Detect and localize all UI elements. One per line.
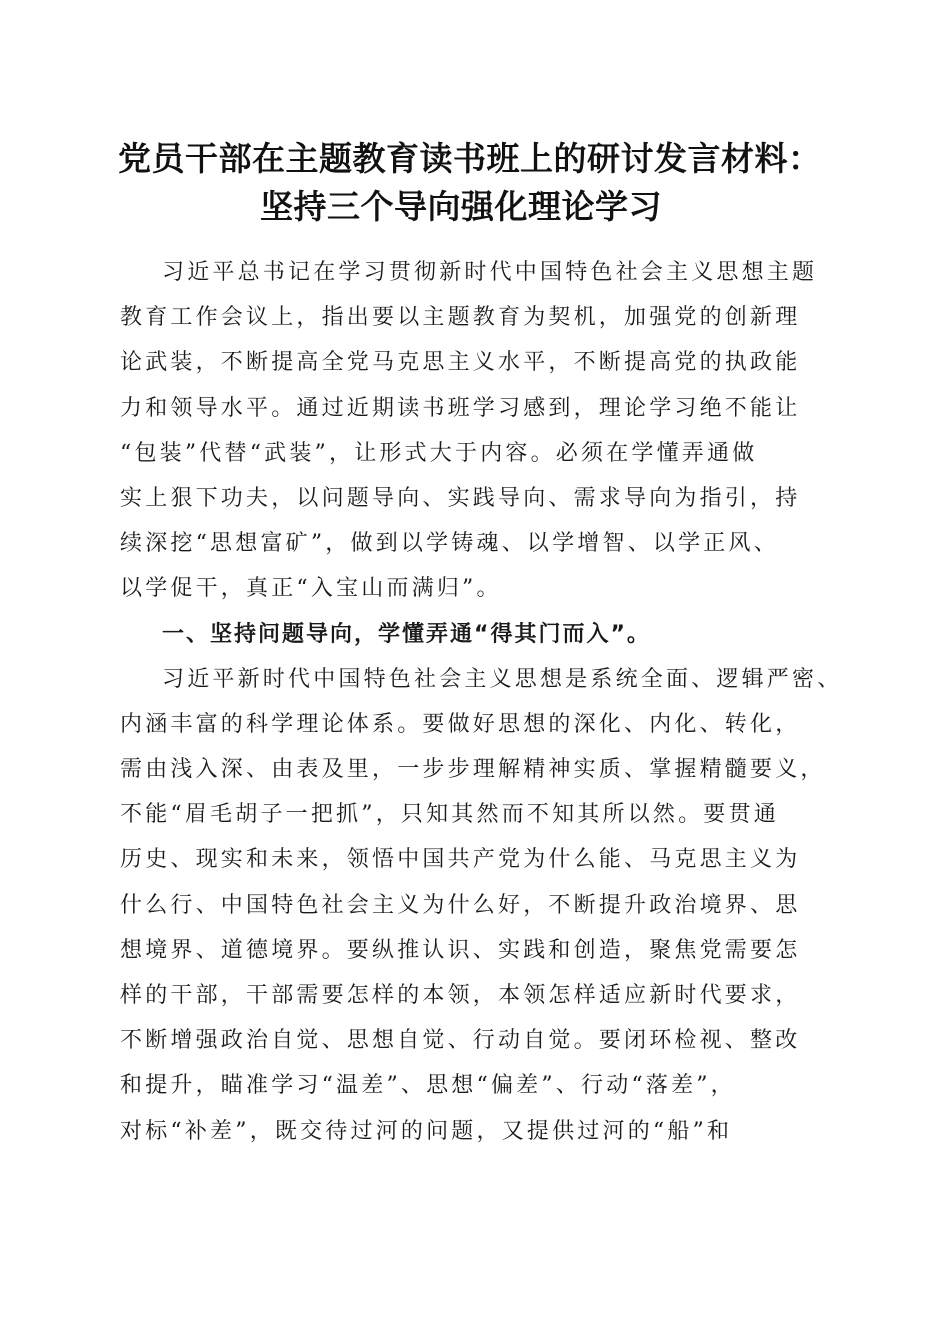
text-line: 力和领导水平。通过近期读书班学习感到，理论学习绝不能让 [120, 395, 801, 421]
paragraph-intro [120, 250, 832, 612]
text-line: 和提升，瞄准学习“温差”、思想“偏差”、行动“落差”， [120, 1073, 736, 1099]
text-line: “包装”代替“武装”，让形式大于内容。必须在学懂弄通做 [120, 440, 758, 466]
text-line: 什么行、中国特色社会主义为什么好，不断提升政治境界、思 [120, 892, 801, 918]
paragraph-section-1 [120, 657, 843, 1154]
text-line: 对标“补差”，既交待过河的问题，又提供过河的“船”和 [120, 1118, 733, 1144]
text-line: 不能“眉毛胡子一把抓”，只知其然而不知其所以然。要贯通 [120, 802, 779, 828]
text-line: 教育工作会议上，指出要以主题教育为契机，加强党的创新理 [120, 305, 801, 331]
text-line: 历史、现实和未来，领悟中国共产党为什么能、马克思主义为 [120, 847, 801, 873]
text-line: 样的干部，干部需要怎样的本领，本领怎样适应新时代要求， [120, 983, 801, 1008]
text-line: 需由浅入深、由表及里，一步步理解精神实质、掌握精髓要义， [120, 757, 826, 783]
text-line: 内涵丰富的科学理论体系。要做好思想的深化、内化、转化， [120, 711, 801, 737]
text-line: 习近平总书记在学习贯彻新时代中国特色社会主义思想主题 [162, 260, 818, 285]
text-line: 论武装，不断提高全党马克思主义水平，不断提高党的执政能 [120, 350, 801, 376]
text-line: 想境界、道德境界。要纵推认识、实践和创造，聚焦党需要怎 [120, 937, 801, 963]
text-line: 续深挖“思想富矿”，做到以学铸魂、以学增智、以学正风、 [120, 531, 779, 557]
document-title-line-1: 党员干部在主题教育读书班上的研讨发言材料： [118, 139, 822, 178]
text-line: 习近平新时代中国特色社会主义思想是系统全面、逻辑严密、 [162, 666, 843, 692]
document-body [120, 250, 843, 1154]
text-line: 以学促干，真正“入宝山而满归”。 [120, 576, 502, 602]
text-line: 不断增强政治自觉、思想自觉、行动自觉。要闭环检视、整改 [120, 1028, 801, 1054]
text-line: 实上狠下功夫，以问题导向、实践导向、需求导向为指引，持 [120, 485, 801, 511]
document-title-line-2: 坚持三个导向强化理论学习 [260, 187, 662, 226]
section-heading-1: 一、坚持问题导向，学懂弄通“得其门而入”。 [162, 621, 651, 647]
